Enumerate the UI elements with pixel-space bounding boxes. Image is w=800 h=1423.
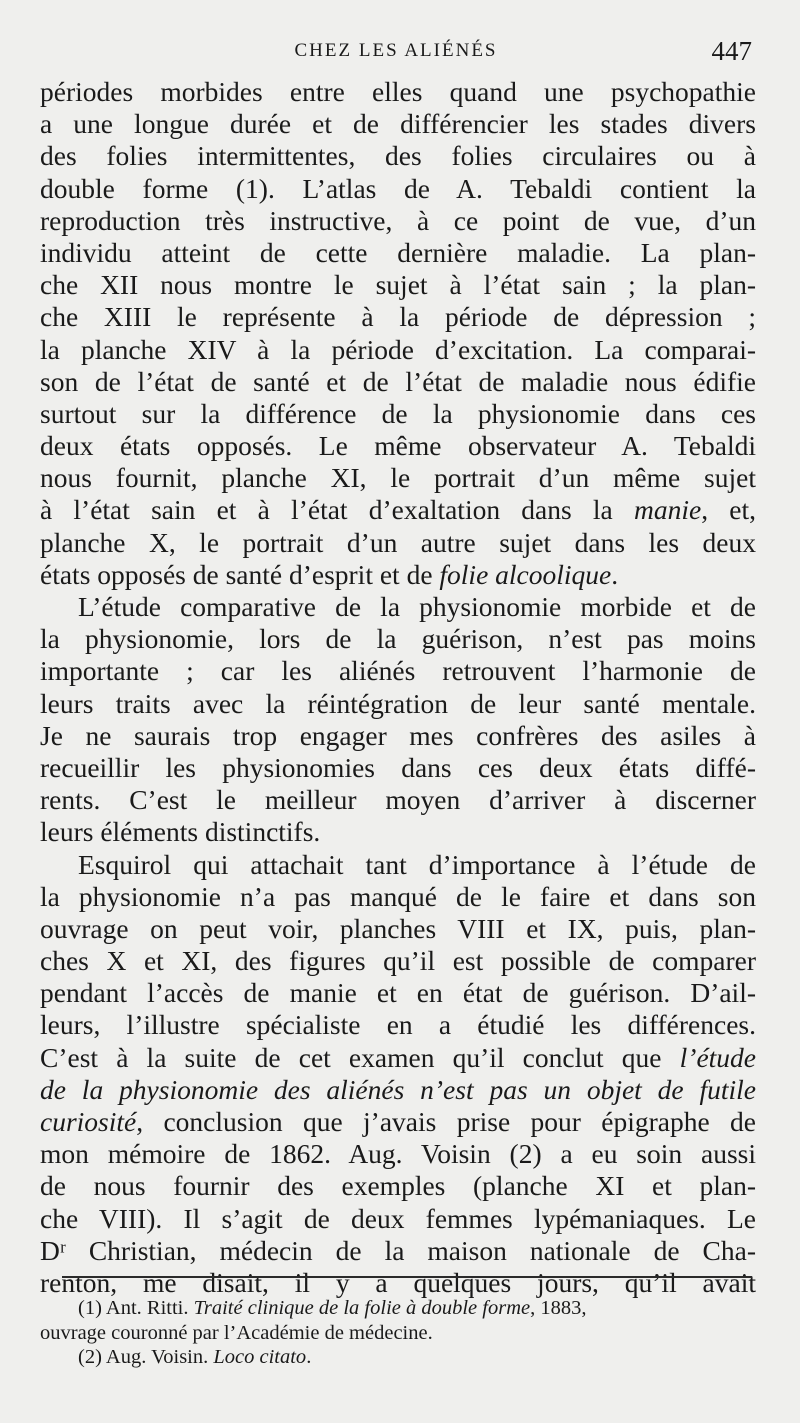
text-line: [40, 76, 756, 108]
text-line: [40, 1074, 756, 1106]
text-run: la physionomie, lors de la guérison, n’est pas moins: [40, 623, 756, 655]
text-run: double forme (1). L’atlas de A. Tebaldi contient la: [40, 172, 756, 204]
text-line: [40, 913, 756, 945]
text-run: Je ne saurais trop engager mes confrères des asiles à: [40, 719, 756, 751]
text-line: [40, 1203, 756, 1235]
text-line: [40, 462, 756, 494]
footnote-line: [40, 1296, 756, 1321]
text-run: , et,: [701, 494, 756, 526]
text-line: [40, 881, 756, 913]
text-line: [40, 334, 756, 366]
text-line: [40, 1009, 756, 1041]
text-line: [40, 1042, 756, 1074]
italic-text: de la physionomie des aliénés n’est pas un objet de futile: [40, 1073, 756, 1105]
text-line: [40, 269, 756, 301]
footnote: [40, 1296, 756, 1345]
running-title: CHEZ LES ALIÉNÉS: [294, 40, 498, 61]
text-line: [40, 140, 756, 172]
text-line: [40, 1170, 756, 1202]
text-line: [40, 688, 756, 720]
text-line: [40, 494, 756, 526]
text-line: [40, 591, 756, 623]
text-run: nous fournit, planche XI, le portrait d’un même sujet: [40, 462, 756, 494]
footnote-line: [40, 1321, 756, 1346]
text-run: mon mémoire de 1862. Aug. Voisin (2) a eu soin aussi: [40, 1138, 756, 1170]
italic-text: Loco citato: [213, 1346, 307, 1368]
text-line: [40, 977, 756, 1009]
footnote-rule: [62, 1276, 752, 1278]
text-run: , 1883,: [530, 1297, 587, 1319]
text-run: surtout sur la différence de la physionomie dans ces: [40, 397, 756, 429]
text-run: reproduction très instructive, à ce point de vue, d’un: [40, 204, 756, 236]
text-line: [40, 1138, 756, 1170]
text-line: [40, 1267, 756, 1299]
footnotes: [40, 1296, 756, 1370]
text-run: che VIII). Il s’agit de deux femmes lypémaniaques. Le: [40, 1202, 756, 1234]
italic-text: Traité clinique de la folie à double forme: [193, 1297, 531, 1319]
text-run: deux états opposés. Le même observateur A. Tebaldi: [40, 430, 756, 462]
text-run: che XII nous montre le sujet à l’état sain ; la plan-: [40, 269, 756, 301]
text-line: [40, 1235, 756, 1267]
text-run: pendant l’accès de manie et en état de guérison. D’ail-: [40, 977, 756, 1009]
text-run: , conclusion que j’avais prise pour épigraphe de: [136, 1106, 756, 1137]
text-run: la physionomie n’a pas manqué de le faire et dans son: [40, 880, 756, 912]
page-header: [40, 36, 752, 70]
text-run: (2) Aug. Voisin.: [78, 1346, 214, 1368]
text-line: [40, 237, 756, 269]
text-line: [40, 720, 756, 752]
text-run: a une longue durée et de différencier les stades divers: [40, 108, 756, 140]
text-run: (1) Ant. Ritti.: [78, 1297, 194, 1319]
text-line: [40, 655, 756, 687]
text-line: [40, 527, 756, 559]
text-line: [40, 623, 756, 655]
text-line: [40, 173, 756, 205]
footnote: [40, 1345, 756, 1370]
text-run: la planche XIV à la période d’excitation. La comparai-: [40, 333, 756, 365]
italic-text: manie: [633, 494, 702, 526]
text-run: che XIII le représente à la période de dépression ;: [40, 301, 756, 333]
italic-text: folie alcoolique: [439, 558, 612, 590]
text-run: recueillir les physionomies dans ces deux états diffé-: [40, 751, 756, 783]
text-run: son de l’état de santé et de l’état de maladie nous édifie: [40, 365, 756, 397]
text-run: leurs traits avec la réintégration de leur santé mentale.: [40, 687, 756, 719]
page-number: 447: [711, 36, 752, 66]
text-run: états opposés de santé d’esprit et de: [40, 558, 440, 590]
text-run: Esquirol qui attachait tant d’importance à l’étude de: [78, 848, 756, 880]
text-run: ches X et XI, des figures qu’il est possible de comparer: [40, 945, 756, 977]
text-run: C’est à la suite de cet examen qu’il conclut que: [40, 1041, 680, 1073]
text-line: [40, 849, 756, 881]
italic-text: l’étude: [679, 1041, 756, 1073]
text-line: [40, 816, 756, 848]
text-run: importante ; car les aliénés retrouvent l’harmonie de: [40, 655, 756, 687]
text-line: [40, 945, 756, 977]
italic-text: curiosité: [40, 1106, 137, 1137]
text-run: rents. C’est le meilleur moyen d’arriver à discerner: [40, 784, 756, 816]
text-run: individu atteint de cette dernière maladie. La plan-: [40, 236, 756, 268]
text-line: [40, 108, 756, 140]
text-run: .: [306, 1346, 312, 1368]
text-run: planche X, le portrait d’un autre sujet dans les deux: [40, 526, 756, 558]
text-run: L’étude comparative de la physionomie morbide et de: [78, 591, 756, 622]
text-run: renton, me disait, il y a quelques jours, qu’il avait: [40, 1266, 756, 1298]
text-line: [40, 366, 756, 398]
footnote-line: [40, 1345, 756, 1370]
text-run: des folies intermittentes, des folies circulaires ou à: [40, 140, 756, 172]
text-line: [40, 301, 756, 333]
text-line: [40, 559, 756, 591]
body-text: [40, 76, 756, 1299]
text-run: leurs éléments distinctifs.: [40, 816, 321, 848]
text-run: ouvrage couronné par l’Académie de médecine.: [40, 1321, 433, 1344]
text-run: .: [611, 558, 619, 590]
text-line: [40, 205, 756, 237]
text-run: périodes morbides entre elles quand une psychopathie: [40, 76, 756, 107]
text-run: leurs, l’illustre spécialiste en a étudié les différences.: [40, 1009, 756, 1041]
text-run: ouvrage on peut voir, planches VIII et IX, puis, plan-: [40, 912, 756, 944]
text-run: à l’état sain et à l’état d’exaltation dans la: [40, 494, 634, 526]
text-line: [40, 430, 756, 462]
text-line: [40, 752, 756, 784]
text-run: Dʳ Christian, médecin de la maison nationale de Cha-: [40, 1234, 756, 1266]
text-run: de nous fournir des exemples (planche XI et plan-: [40, 1170, 756, 1202]
text-line: [40, 398, 756, 430]
text-line: [40, 1106, 756, 1138]
text-line: [40, 784, 756, 816]
